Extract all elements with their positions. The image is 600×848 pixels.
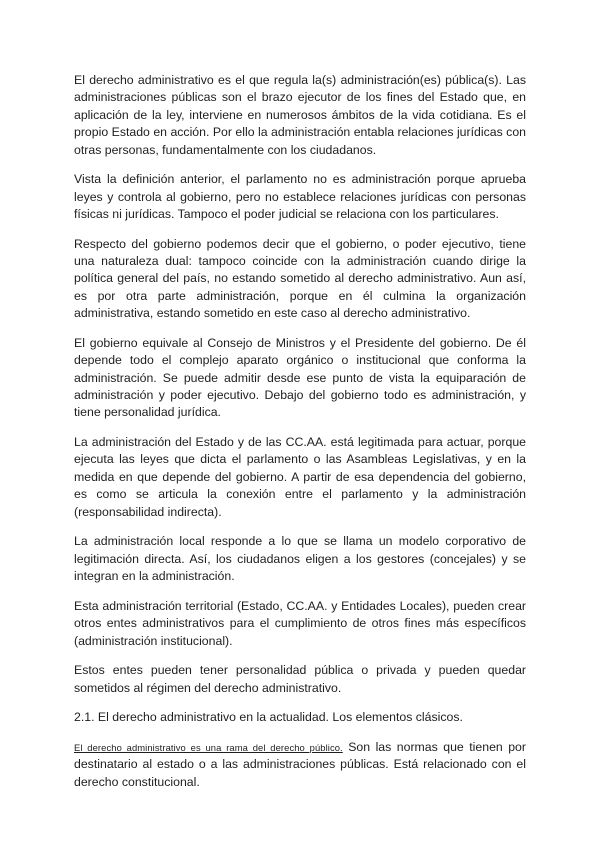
paragraph-3: Respecto del gobierno podemos decir que el gobierno, o poder ejecutivo, tiene una naturaleza dual: tampoco coincide con la administración cuando dirige la política general del país, no estando sometido al derecho administrativo. Aun así, es por otra parte administración, porque en él culmina la organización administrativa, estando sometido en este caso al derecho administrativo. xyxy=(74,236,526,321)
document-page xyxy=(74,72,526,803)
paragraph-7: Esta administración territorial (Estado, CC.AA. y Entidades Locales), pueden crear otros entes administrativos para el cumplimiento de otros fines más específicos (administración institucional). xyxy=(74,598,526,648)
paragraph-1: El derecho administrativo es el que regula la(s) administración(es) pública(s). Las administraciones públicas son el brazo ejecutor de los fines del Estado que, en aplicación de la ley, interviene en numerosos ámbitos de la vida cotidiana. Es el propio Estado en acción. Por ello la administración entabla relaciones jurídicas con otras personas, fundamentalmente con los ciudadanos. xyxy=(74,73,526,157)
paragraph-8: Estos entes pueden tener personalidad pública o privada y pueden quedar sometidos al régimen del derecho administrativo. xyxy=(74,663,526,695)
paragraph-2: Vista la definición anterior, el parlamento no es administración porque aprueba leyes y controla al gobierno, pero no establece relaciones jurídicas con personas físicas ni jurídicas. Tampoco el poder judicial se relaciona con los particulares. xyxy=(74,172,526,222)
paragraph-6: La administración local responde a lo que se llama un modelo corporativo de legitimación directa. Así, los ciudadanos eligen a los gestores (concejales) y se integran en la administración. xyxy=(74,534,526,584)
paragraph-4: El gobierno equivale al Consejo de Ministros y el Presidente del gobierno. De él depende todo el complejo aparato orgánico o institucional que conforma la administración. Se puede admitir desde ese punto de vista la equiparación de administración y poder ejecutivo. Debajo del gobierno todo es administración, y tiene personalidad jurídica. xyxy=(74,335,526,420)
underlined-lead-text: El derecho administrativo es una rama del derecho público. xyxy=(74,741,343,753)
paragraph-9-text: Son las normas que tienen por destinatario al estado o a las administraciones públicas. Está relacionado con el derecho constitucional. xyxy=(74,739,526,789)
section-heading: 2.1. El derecho administrativo en la actualidad. Los elementos clásicos. xyxy=(74,710,463,725)
paragraph-9 xyxy=(74,739,526,791)
paragraph-5: La administración del Estado y de las CC.AA. está legitimada para actuar, porque ejecuta las leyes que dicta el parlamento o las Asambleas Legislativas, y en la medida en que depende del gobierno. A partir de esa dependencia del gobierno, es como se articula la conexión entre el parlamento y la administración (responsabilidad indirecta). xyxy=(74,435,526,519)
